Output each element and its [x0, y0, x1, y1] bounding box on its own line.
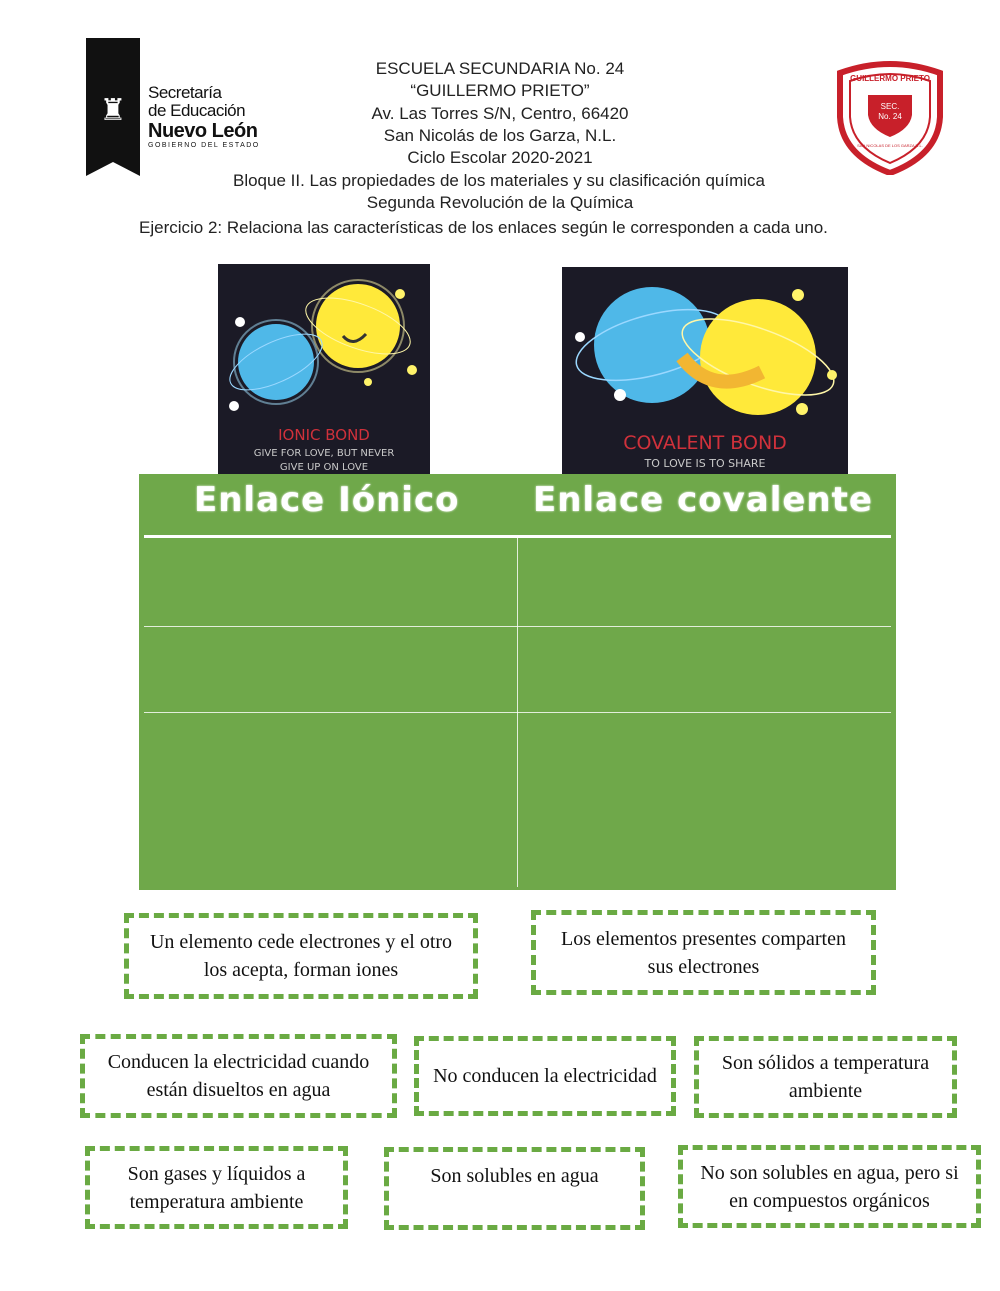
answer-card[interactable]: Un elemento cede electrones y el otro los acepta, forman iones	[124, 913, 478, 999]
ionic-bond-image	[218, 264, 430, 474]
seal-city: SAN NICOLAS DE LOS GARZA N.L.	[857, 143, 923, 148]
drop-zone-covalent-1[interactable]	[519, 538, 891, 626]
school-address: Av. Las Torres S/N, Centro, 66420	[371, 104, 629, 123]
drop-zone-ionic-2[interactable]	[144, 628, 516, 712]
block-title: Bloque II. Las propiedades de los materiales y su clasificación química	[232, 171, 765, 190]
logo-line-1: Secretaría	[148, 83, 222, 102]
state-shield-icon: ♜	[99, 94, 127, 127]
drop-zone-ionic-3[interactable]	[144, 714, 516, 886]
answer-card[interactable]: Son solubles en agua	[384, 1147, 645, 1230]
covalent-bond-image	[562, 267, 848, 474]
answer-card[interactable]: Son gases y líquidos a temperatura ambiente	[85, 1146, 348, 1229]
topic-title: Segunda Revolución de la Química	[366, 193, 634, 212]
exercise-instruction: Ejercicio 2: Relaciona las características de los enlaces según le corresponden a cada uno.	[139, 218, 828, 237]
seal-number: No. 24	[878, 112, 902, 121]
answer-card[interactable]: Son sólidos a temperatura ambiente	[694, 1036, 957, 1118]
school-name: ESCUELA SECUNDARIA No. 24	[375, 59, 625, 78]
ionic-caption-1: GIVE FOR LOVE, BUT NEVER	[253, 448, 395, 459]
covalent-caption: TO LOVE IS TO SHARE	[644, 457, 766, 470]
logo-line-3: Nuevo León	[148, 120, 258, 142]
logo-line-2: de Educación	[148, 101, 246, 120]
school-cycle: Ciclo Escolar 2020-2021	[407, 148, 593, 167]
drop-zone-ionic-1[interactable]	[144, 538, 516, 626]
classification-table	[139, 474, 896, 890]
covalent-title: COVALENT BOND	[623, 432, 787, 454]
column-header-covalent: Enlace covalente	[533, 480, 873, 520]
ionic-title: IONIC BOND	[278, 426, 370, 444]
drop-zone-covalent-2[interactable]	[519, 628, 891, 712]
logo-line-4: GOBIERNO DEL ESTADO	[148, 142, 260, 149]
seal-sec: SEC.	[880, 102, 900, 111]
answer-card[interactable]: Conducen la electricidad cuando están disueltos en agua	[80, 1034, 397, 1118]
ionic-caption-2: GIVE UP ON LOVE	[279, 462, 369, 473]
answer-card[interactable]: Los elementos presentes comparten sus electrones	[531, 910, 876, 995]
column-header-ionic: Enlace Iónico	[194, 480, 460, 520]
drop-zone-covalent-3[interactable]	[519, 714, 891, 886]
school-title: “GUILLERMO PRIETO”	[410, 81, 590, 100]
column-divider	[517, 537, 518, 887]
seal-ring-text: GUILLERMO PRIETO	[850, 74, 930, 83]
answer-card[interactable]: No conducen la electricidad	[414, 1036, 676, 1116]
answer-card[interactable]: No son solubles en agua, pero si en compuestos orgánicos	[678, 1145, 981, 1228]
school-city: San Nicolás de los Garza, N.L.	[383, 126, 617, 145]
